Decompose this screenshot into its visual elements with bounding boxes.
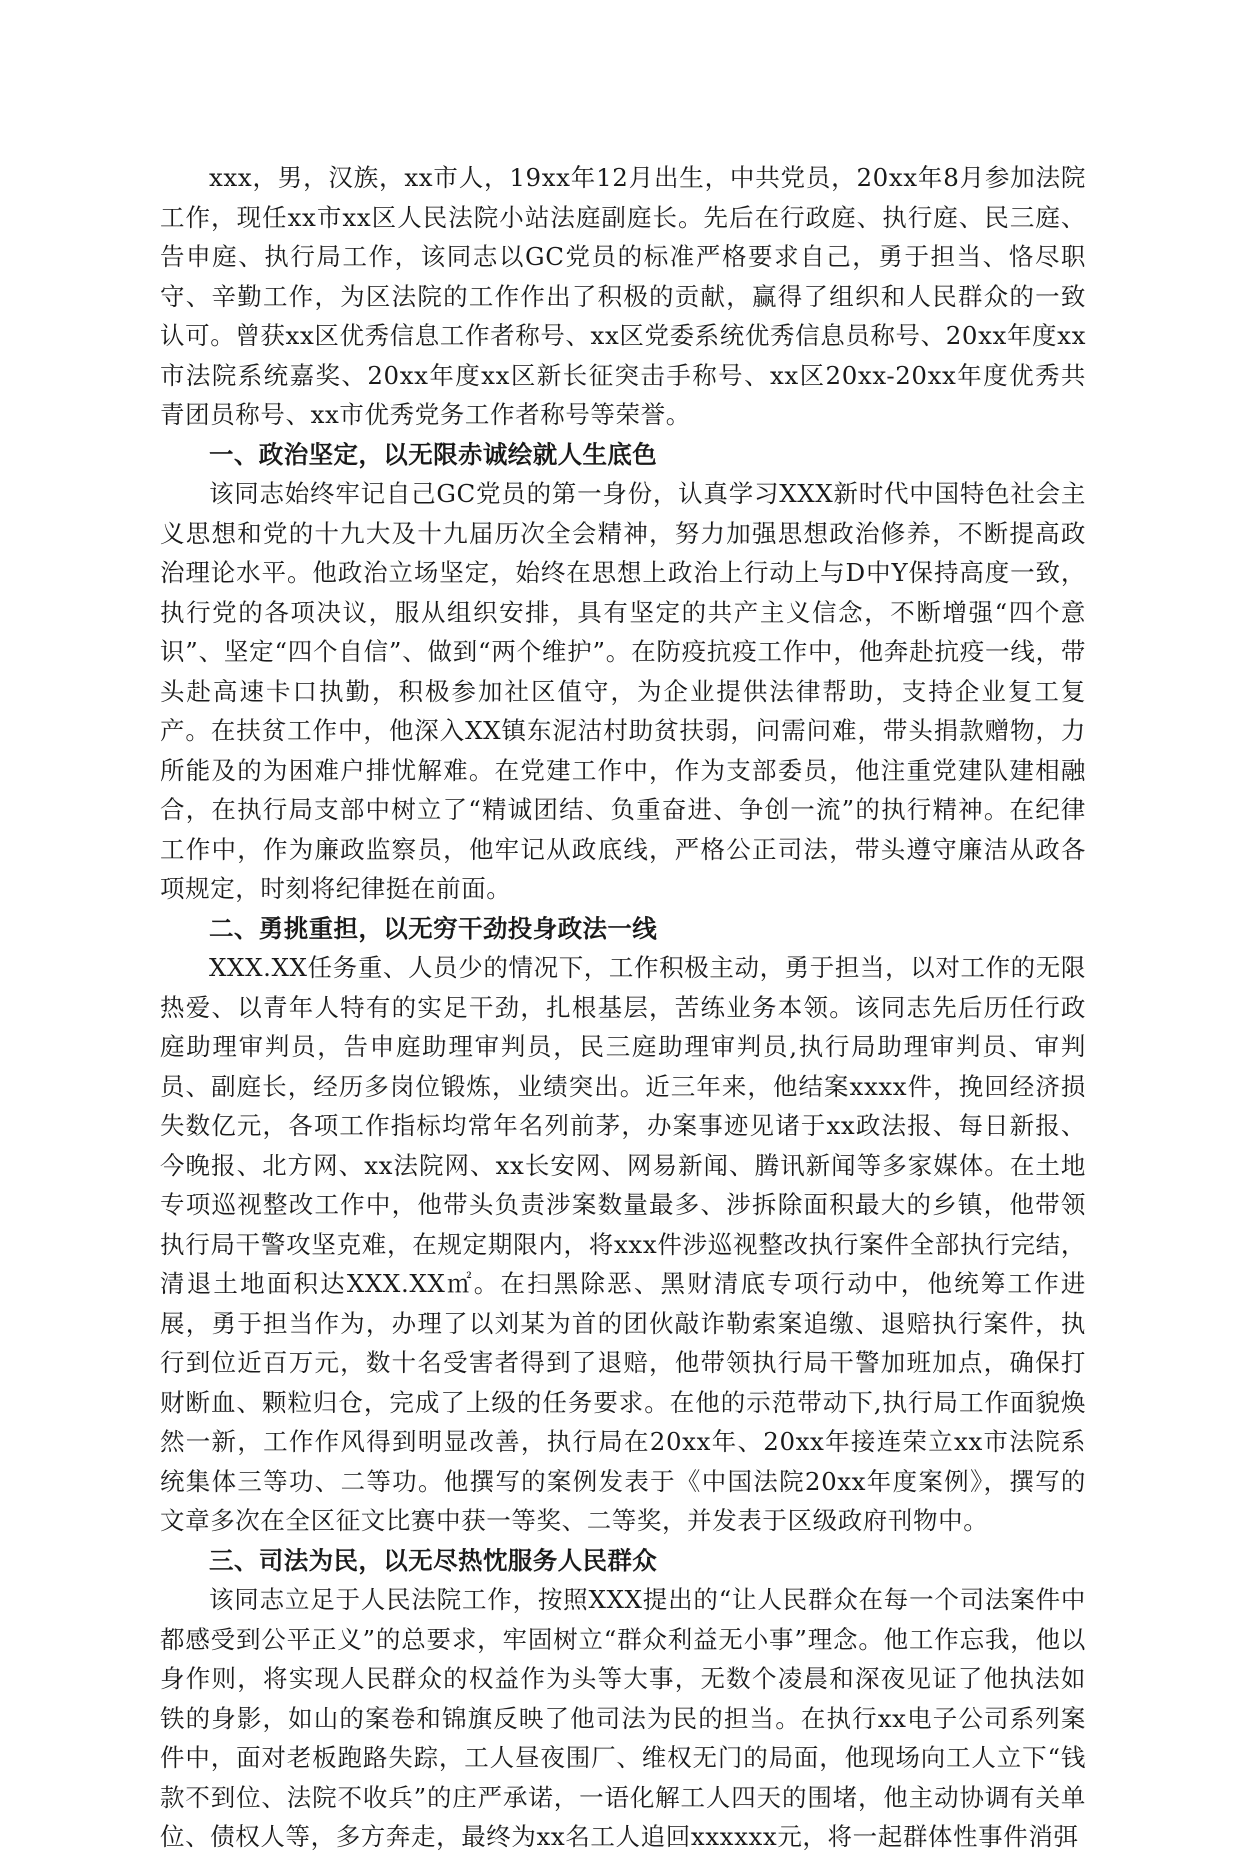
document-page (160, 158, 1086, 1857)
section-3-body: 该同志立足于人民法院工作，按照XXX提出的“让人民群众在每一个司法案件中都感受到公平正义”的总要求，牢固树立“群众利益无小事”理念。他工作忘我，他以身作则，将实现人民群众的权益作为头等大事，无数个凌晨和深夜见证了他执法如铁的身影，如山的案卷和锦旗反映了他司法为民的担当。在执行xx电子公司系列案件中，面对老板跑路失踪，工人昼夜围厂、维权无门的局面，他现场向工人立下“钱款不到位、法院不收兵”的庄严承诺，一语化解工人四天的围堵，他主动协调有关单位、债权人等，多方奔走，最终为xx名工人追回xxxxxx元，将一起群体性事件消弭 (160, 1585, 1086, 1851)
section-1-body: 该同志始终牢记自己GC党员的第一身份，认真学习XXX新时代中国特色社会主义思想和党的十九大及十九届历次全会精神，努力加强思想政治修养，不断提高政治理论水平。他政治立场坚定，始终在思想上政治上行动上与D中Y保持高度一致，执行党的各项决议，服从组织安排，具有坚定的共产主义信念，不断增强“四个意识”、坚定“四个自信”、做到“两个维护”。在防疫抗疫工作中，他奔赴抗疫一线，带头赴高速卡口执勤，积极参加社区值守，为企业提供法律帮助，支持企业复工复产。在扶贫工作中，他深入XX镇东泥沽村助贫扶弱，问需问难，带头捐款赠物，力所能及的为困难户排忧解难。在党建工作中，作为支部委员，他注重党建队建相融合，在执行局支部中树立了“精诚团结、负重奋进、争创一流”的执行精神。在纪律工作中，作为廉政监察员，他牢记从政底线，严格公正司法，带头遵守廉洁从政各项规定，时刻将纪律挺在前面。 (160, 479, 1086, 903)
section-1-heading: 一、政治坚定，以无限赤诚绘就人生底色 (209, 439, 658, 469)
section-3-heading: 三、司法为民，以无尽热忱服务人民群众 (209, 1545, 658, 1575)
section-2-heading: 二、勇挑重担，以无穷干劲投身政法一线 (209, 913, 658, 943)
intro-paragraph: xxx，男，汉族，xx市人，19xx年12月出生，中共党员，20xx年8月参加法院工作，现任xx市xx区人民法院小站法庭副庭长。先后在行政庭、执行庭、民三庭、告申庭、执行局工作，该同志以GC党员的标准严格要求自己，勇于担当、恪尽职守、辛勤工作，为区法院的工作作出了积极的贡献，赢得了组织和人民群众的一致认可。曾获xx区优秀信息工作者称号、xx区党委系统优秀信息员称号、20xx年度xx市法院系统嘉奖、20xx年度xx区新长征突击手称号、xx区20xx-20xx年度优秀共青团员称号、xx市优秀党务工作者称号等荣誉。 (160, 163, 1086, 429)
section-2-body: XXX.XX任务重、人员少的情况下，工作积极主动，勇于担当，以对工作的无限热爱、以青年人特有的实足干劲，扎根基层，苦练业务本领。该同志先后历任行政庭助理审判员，告申庭助理审判员，民三庭助理审判员,执行局助理审判员、审判员、副庭长，经历多岗位锻炼，业绩突出。近三年来，他结案xxxx件，挽回经济损失数亿元，各项工作指标均常年名列前茅，办案事迹见诸于xx政法报、每日新报、今晚报、北方网、xx法院网、xx长安网、网易新闻、腾讯新闻等多家媒体。在土地专项巡视整改工作中，他带头负责涉案数量最多、涉拆除面积最大的乡镇，他带领执行局干警攻坚克难，在规定期限内，将xxx件涉巡视整改执行案件全部执行完结，清退土地面积达XXX.XX㎡。在扫黑除恶、黑财清底专项行动中，他统筹工作进展，勇于担当作为，办理了以刘某为首的团伙敲诈勒索案追缴、退赔执行案件，执行到位近百万元，数十名受害者得到了退赔，他带领执行局干警加班加点，确保打财断血、颗粒归仓，完成了上级的任务要求。在他的示范带动下,执行局工作面貌焕然一新，工作作风得到明显改善，执行局在20xx年、20xx年接连荣立xx市法院系统集体三等功、二等功。他撰写的案例发表于《中国法院20xx年度案例》，撰写的文章多次在全区征文比赛中获一等奖、二等奖，并发表于区级政府刊物中。 (160, 953, 1086, 1535)
